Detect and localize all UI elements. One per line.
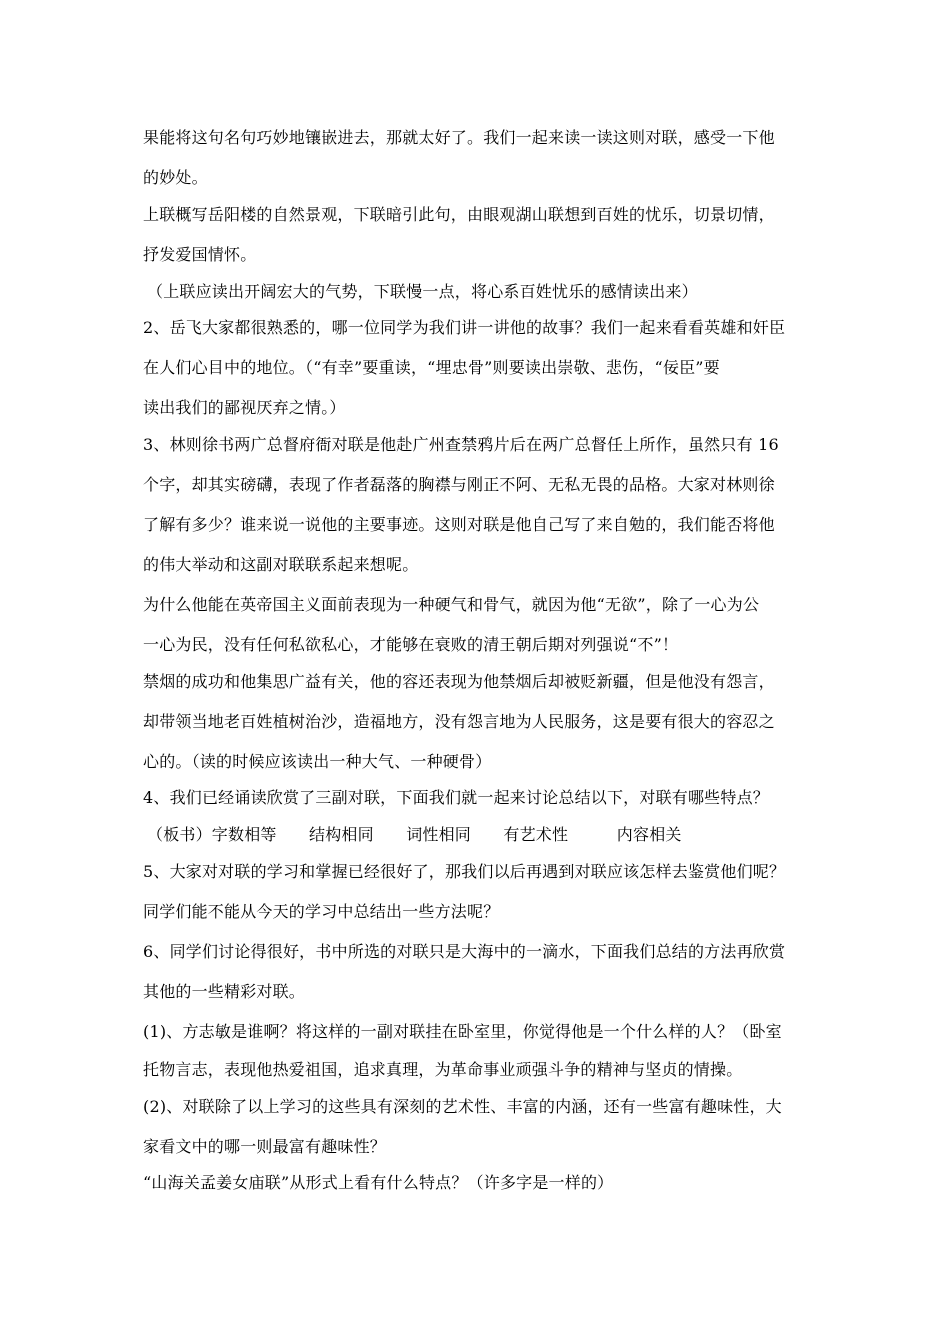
text-line: （上联应读出开阔宏大的气势，下联慢一点，将心系百姓忧乐的感情读出来） (147, 282, 698, 301)
text-line: (1)、方志敏是谁啊？将这样的一副对联挂在卧室里，你觉得他是一个什么样的人？（卧室 (143, 1022, 782, 1041)
text-line: 个字，却其实磅礴，表现了作者磊落的胸襟与刚正不阿、无私无畏的品格。大家对林则徐 (143, 475, 775, 494)
text-line: 的伟大举动和这副对联联系起来想呢。 (143, 555, 419, 574)
text-line: 读出我们的鄙视厌弃之情。） (143, 398, 346, 417)
text-line: 却带领当地老百姓植树治沙，造福地方，没有怨言地为人民服务，这是要有很大的容忍之 (143, 712, 775, 731)
text-line: 4、我们已经诵读欣赏了三副对联，下面我们就一起来讨论总结以下，对联有哪些特点？ (143, 788, 769, 807)
text-line: 果能将这句名句巧妙地镶嵌进去，那就太好了。我们一起来读一读这则对联，感受一下他 (143, 128, 775, 147)
text-line: 5、大家对对联的学习和掌握已经很好了，那我们以后再遇到对联应该怎样去鉴赏他们呢？ (143, 862, 786, 881)
text-line: 了解有多少？谁来说一说他的主要事迹。这则对联是他自己写了来自勉的，我们能否将他 (143, 515, 775, 534)
text-line: 3、林则徐书两广总督府衙对联是他赴广州查禁鸦片后在两广总督任上所作，虽然只有 16 (143, 435, 779, 454)
text-line: 一心为民，没有任何私欲私心，才能够在衰败的清王朝后期对列强说“不”！ (143, 635, 679, 654)
text-line: 6、同学们讨论得很好，书中所选的对联只是大海中的一滴水，下面我们总结的方法再欣赏 (143, 942, 786, 961)
text-line: 其他的一些精彩对联。 (143, 982, 306, 1001)
text-line: “山海关孟姜女庙联”从形式上看有什么特点？（许多字是一样的） (143, 1173, 614, 1192)
text-line: 家看文中的哪一则最富有趣味性？ (143, 1137, 387, 1156)
text-line: 同学们能不能从今天的学习中总结出一些方法呢？ (143, 902, 500, 921)
text-line: 抒发爱国情怀。 (143, 245, 257, 264)
text-line: 2、岳飞大家都很熟悉的，哪一位同学为我们讲一讲他的故事？我们一起来看看英雄和奸臣 (143, 318, 786, 337)
text-line: 上联概写岳阳楼的自然景观，下联暗引此句，由眼观湖山联想到百姓的忧乐，切景切情， (143, 205, 775, 224)
text-line: (2)、对联除了以上学习的这些具有深刻的艺术性、丰富的内涵，还有一些富有趣味性，大 (143, 1097, 782, 1116)
text-line: 为什么他能在英帝国主义面前表现为一种硬气和骨气，就因为他“无欲”，除了一心为公 (143, 595, 760, 614)
text-line: 的妙处。 (143, 168, 208, 187)
text-line: 在人们心目中的地位。（“有幸”要重读，“埋忠骨”则要读出崇敬、悲伤，“佞臣”要 (143, 358, 720, 377)
text-line: 心的。（读的时候应该读出一种大气、一种硬骨） (143, 752, 492, 771)
text-line: （板书）字数相等 结构相同 词性相同 有艺术性 内容相关 (147, 825, 682, 844)
text-line: 托物言志，表现他热爱祖国，追求真理，为革命事业顽强斗争的精神与坚贞的情操。 (143, 1060, 743, 1079)
text-line: 禁烟的成功和他集思广益有关，他的容还表现为他禁烟后却被贬新疆，但是他没有怨言， (143, 672, 775, 691)
